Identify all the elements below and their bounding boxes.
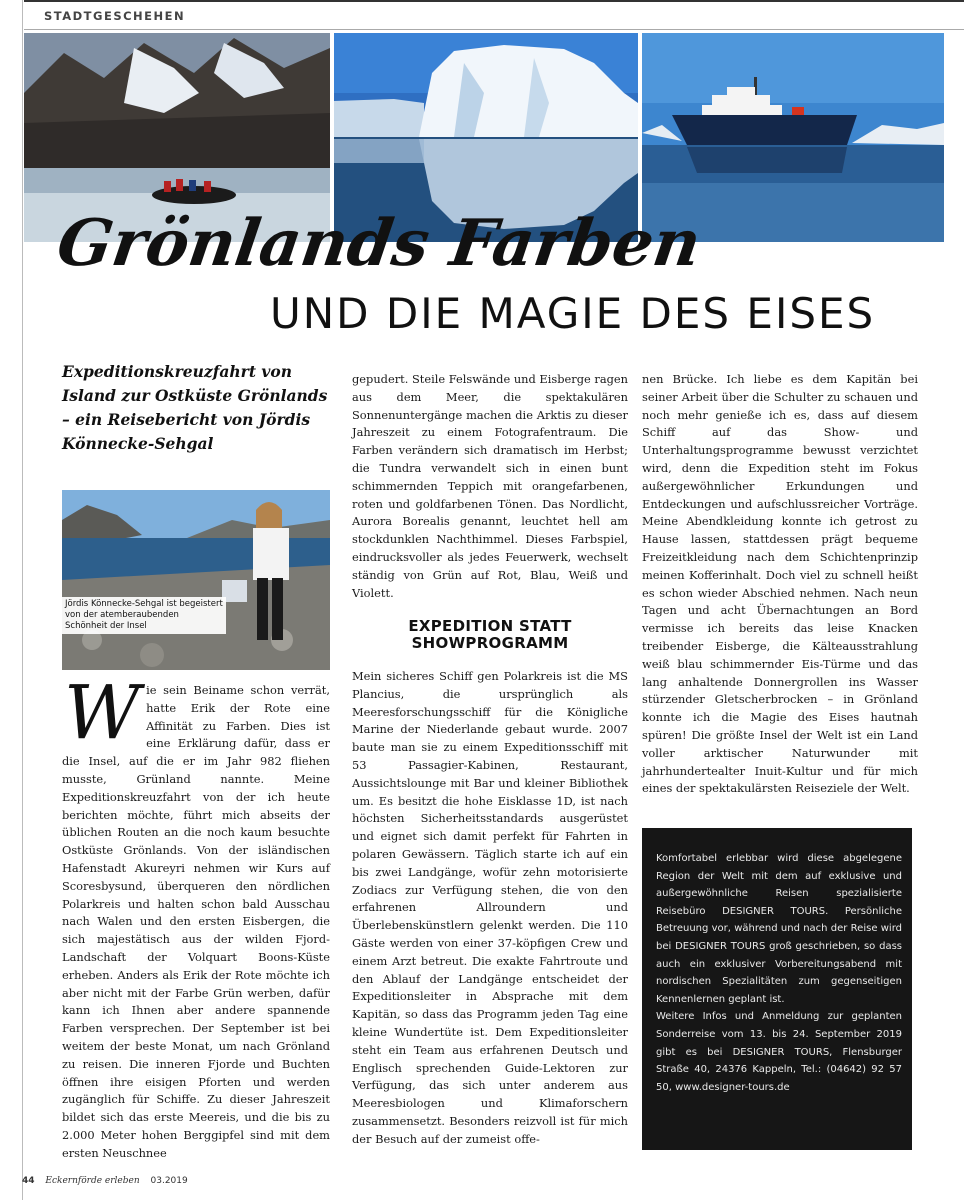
article-column-1	[62, 670, 330, 1163]
portrait-caption: Jördis Könnecke-Sehgal ist begeistert von der atemberaubenden Schönheit der Insel	[62, 597, 226, 634]
article-column-2-top: gepudert. Steile Felswände und Eisberge ragen aus dem Meer, die spektakulären Sonnenuntergänge machen die Arktis zu dieser Jahreszeit zu einem Fotografentraum. Die Farben verändern sich dramatisch im Herbst; die Tundra verwandelt sich in einen bunt schimmernden Teppich mit orangefarbenen, roten und goldfarbenen Tönen. Das Nordlicht, Aurora Borealis genannt, leuchtet hell am stockdunklen Nachthimmel. Dieses Farbspiel, eindrucksvoller als jedes Feuerwerk, wechselt ständig von Grün auf Rot, Blau, Weiß und Violett.	[352, 372, 628, 600]
subheading-line-1: EXPEDITION STATT	[408, 617, 572, 635]
magazine-logo: Eckernförde erleben	[45, 1176, 140, 1186]
article-column-2-bottom: Mein sicheres Schiff gen Polarkreis ist die MS Plancius, die ursprünglich als Meeresforschungsschiff für die Königliche Marine der Niederlande gebaut wurde. 2007 baute man sie zu einem Expeditionsschiff mit 53 Passagier-Kabinen, Restaurant, Aussichtslounge mit Bar und kleiner Bibliothek um. Es besitzt die hohe Eisklasse 1D, ist nach höchsten Sicherheitsstandards ausgerüstet und eignet sich damit perfekt für Fahrten in polaren Gewässern. Täglich starte ich auf ein bis zwei Landgänge, wofür zehn motorisierte Zodiacs zur Verfügung stehen, die von den erfahrenen Allroundern und Überlebenskünstlern gelenkt werden. Die 110 Gäste werden von einer 37-köpfigen Crew und einem Arzt betreut. Die exakte Fahrtroute und den Ablauf der Landgänge entscheidet der Expeditionsleiter in Absprache mit dem Kapitän, so dass das Programm jeden Tag eine kleine Wundertüte ist. Dem Expeditionsleiter steht ein Team aus erfahrenen Deutsch und Englisch sprechenden Guide-Lektoren zur Verfügung, das sich unter anderem aus Meeresbiologen und Klimaforschern zusammensetzt. Besonders reizvoll ist für mich der Besuch auf der zumeist offe-	[352, 669, 628, 1146]
issue-date: 03.2019	[150, 1176, 188, 1186]
info-box-text	[656, 850, 902, 1096]
info-box-paragraph-1: Komfortabel erlebbar wird diese abgelegene Region der Welt mit dem auf exklusive und außergewöhnliche Reisen spezialisierte Reisebüro DESIGNER TOURS. Persönliche Betreuung vor, während und nach der Reise wird bei DESIGNER TOURS groß geschrieben, so dass auch ein exklusiver Vorbereitungsabend mit nordischen Spezialitäten zum gegenseitigen Kennenlernen geplant ist.	[656, 853, 902, 1005]
column-1-text: ie sein Beiname schon verrät, hatte Erik der Rote eine Affinität zu Farben. Dies ist eine Erklärung dafür, dass er die Insel, auf die er im Jahr 982 fliehen musste, Grünland nannte. Meine Expeditionskreuzfahrt von der ich heute berichten möchte, führt mich abseits der üblichen Routen an die noch kaum besuchte Ostküste Grönlands. Von der isländischen Hafenstadt Akureyri nehmen wir Kurs auf Scoresbysund, überqueren den nördlichen Polarkreis und halten schon bald Ausschau nach Walen und den ersten Eisbergen, die sich majestätisch aus der wilden Fjord-Landschaft der Volquart Boons-Küste erheben. Anders als Erik der Rote möchte ich aber nicht mit der Farbe Grün werben, dafür kann ich Ihnen aber andere spannende Farben versprechen. Der September ist bei weitem der beste Monat, um nach Grönland zu reisen. Die inneren Fjorde und Buchten öffnen ihre eisigen Pforten und werden zugänglich für Schiffe. Zu dieser Jahreszeit bildet sich das erste Meereis, und die bis zu 2.000 Meter hohen Berggipfel sind mit dem ersten Neuschnee	[62, 683, 330, 1160]
page-footer	[22, 1176, 196, 1186]
subheading-line-2: SHOWPROGRAMM	[411, 634, 569, 652]
title-subtitle: UND DIE MAGIE DES EISES	[270, 289, 876, 338]
article-column-3: nen Brücke. Ich liebe es dem Kapitän bei seiner Arbeit über die Schulter zu schauen und noch mehr genieße ich es, dass auf diesem Schiff auf das Show- und Unterhaltungsprogramme bewusst verzichtet wird, denn die Expedition steht im Fokus außergewöhnlicher Erkundungen und Entdeckungen und aufschlussreicher Vorträge. Meine Abendkleidung konnte ich getrost zu Hause lassen, stattdessen prägt bequeme Freizeitkleidung nach dem Schichtenprinzip meinen Kofferinhalt. Doch viel zu schnell heißt es schon wieder Abschied nehmen. Nach neun Tagen und acht Übernachtungen an Bord vermisse ich bereits das leise Knacken treibender Eisberge, die Kälteausstrahlung weiß blau schimmernder Eis-Türme und das lang anhaltende Donnergrollen ins Wasser stürzender Gletscherbrocken – in Grönland konnte ich die Magie des Eises hautnah spüren! Die größte Insel der Welt ist ein Land voller arktischer Naturwunder mit jahrhundertealter Inuit-Kultur und für mich eines der spektakulärsten Reiseziele der Welt.	[642, 372, 918, 796]
photo-portrait	[62, 490, 330, 670]
drop-cap: W	[64, 670, 141, 756]
top-rule	[24, 0, 964, 2]
left-rule	[22, 0, 23, 1200]
info-box	[642, 828, 912, 1150]
info-box-paragraph-2: Weitere Infos und Anmeldung zur geplanten Sonderreise vom 13. bis 24. September 2019 gibt es bei DESIGNER TOURS, Flensburger Straße 40, 24376 Kappeln, Tel.: (04642) 92 57 50, www.designer-tours.de	[656, 1011, 902, 1093]
lead-paragraph: Expeditionskreuzfahrt von Island zur Ostküste Grönlands – ein Reisebericht von Jördis Könnecke-Sehgal	[62, 362, 328, 453]
page-number: 44	[22, 1176, 35, 1186]
title-script: Grönlands Farben	[52, 206, 706, 281]
section-label: STADTGESCHEHEN	[44, 9, 186, 23]
section-rule	[24, 29, 964, 30]
subheading	[352, 618, 628, 652]
